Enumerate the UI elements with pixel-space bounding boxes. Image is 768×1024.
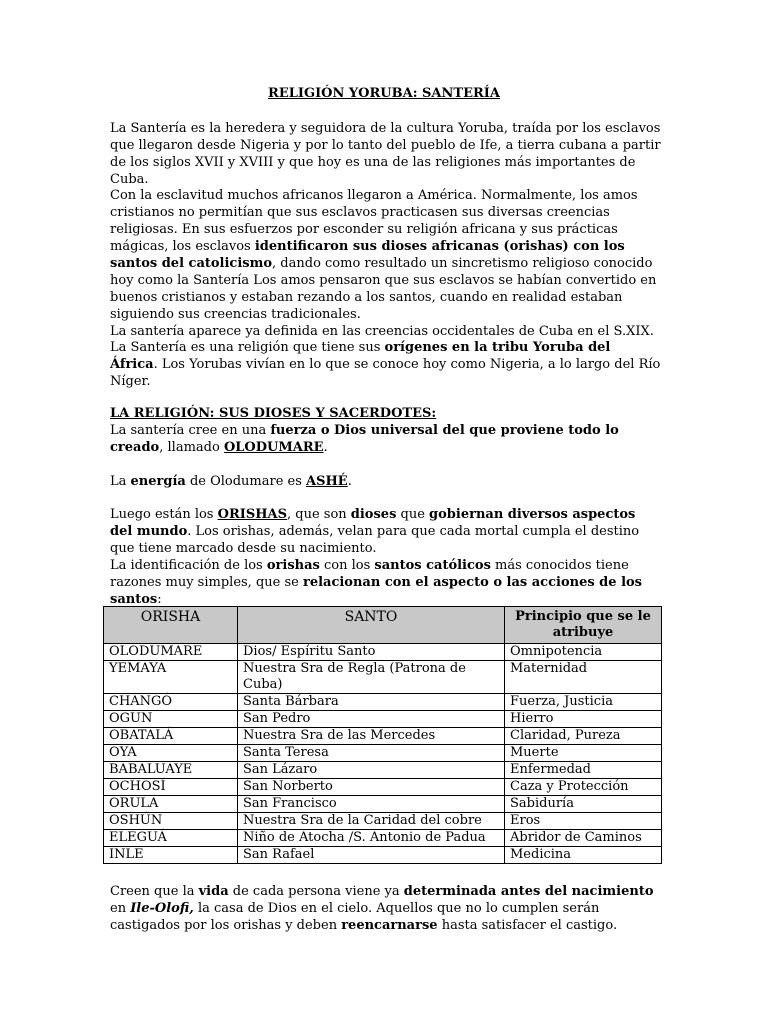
cell-principio: Caza y Protección bbox=[505, 779, 662, 796]
cell-orisha: YEMAYA bbox=[104, 661, 238, 694]
cell-orisha: OGUN bbox=[104, 711, 238, 728]
cell-orisha: OBATALÁ bbox=[104, 728, 238, 745]
text-span: en bbox=[110, 901, 131, 916]
text-span: hasta satisfacer el castigo. bbox=[437, 918, 618, 933]
cell-santo: Dios/ Espíritu Santo bbox=[238, 644, 505, 661]
bold-underlined-text: OLODUMARE bbox=[223, 440, 324, 455]
cell-santo: San Lázaro bbox=[238, 762, 505, 779]
table-row bbox=[104, 711, 662, 728]
cell-santo: Nuestra Sra de las Mercedes bbox=[238, 728, 505, 745]
table-body bbox=[104, 644, 662, 864]
header-orisha: ORISHA bbox=[104, 607, 238, 644]
section-heading: LA RELIGIÓN: SUS DIOSES Y SACERDOTES: bbox=[110, 406, 437, 421]
text-span: de cada persona viene ya bbox=[228, 884, 404, 899]
text-span: La santería aparece ya definida en las creencias occidentales de Cuba en el S.XIX. bbox=[110, 324, 654, 339]
cell-principio: Abridor de Caminos bbox=[505, 830, 662, 847]
text-span: . bbox=[323, 440, 328, 455]
text-span: La bbox=[110, 474, 131, 489]
table-row bbox=[104, 830, 662, 847]
text-span: La santería cree en una bbox=[110, 423, 271, 438]
olodumare-paragraph bbox=[110, 422, 662, 456]
bold-text: orígenes en la tribu Yoruba del África bbox=[110, 340, 611, 372]
table-row bbox=[104, 644, 662, 661]
text-span: , dando como resultado un sincretismo religioso conocido hoy como la Santería Los amos pensaron que sus esclavos se habían convertido en buenos cristianos y estaban rezando a los santos, cuando en realidad estaban siguiendo sus creencias tradicionales. bbox=[110, 256, 657, 322]
table-row bbox=[104, 661, 662, 694]
cell-orisha: ORULA bbox=[104, 796, 238, 813]
table-header-row bbox=[104, 607, 662, 644]
table-row bbox=[104, 779, 662, 796]
cell-orisha: CHANGÓ bbox=[104, 694, 238, 711]
header-santo: SANTO bbox=[238, 607, 505, 644]
bold-text: determinada antes del nacimiento bbox=[403, 884, 654, 899]
bold-text: orishas bbox=[266, 558, 320, 573]
cell-santo: San Pedro bbox=[238, 711, 505, 728]
text-span: La identificación de los bbox=[110, 558, 267, 573]
text-span: , que son bbox=[286, 507, 351, 522]
text-span: Luego están los bbox=[110, 507, 218, 522]
cell-orisha: OSHÚN bbox=[104, 813, 238, 830]
cell-principio: Sabiduría bbox=[505, 796, 662, 813]
cell-orisha: OYA bbox=[104, 745, 238, 762]
cell-principio: Muerte bbox=[505, 745, 662, 762]
text-span: más conocidos tiene razones muy simples, que se bbox=[110, 558, 629, 590]
text-span: que bbox=[396, 507, 430, 522]
cell-principio: Eros bbox=[505, 813, 662, 830]
cell-orisha: OLODUMARE bbox=[104, 644, 238, 661]
header-principio: Principio que se le atribuye bbox=[505, 607, 662, 644]
text-span: de Olodumare es bbox=[185, 474, 307, 489]
table-row bbox=[104, 847, 662, 864]
table-row bbox=[104, 762, 662, 779]
bold-text: reencarnarse bbox=[341, 918, 438, 933]
table-row bbox=[104, 694, 662, 711]
bold-text: gobiernan diversos aspectos del mundo bbox=[110, 507, 636, 539]
cell-orisha: INLE bbox=[104, 847, 238, 864]
text-span: la casa de Dios en el cielo. Aquellos que no lo cumplen serán castigados por los orishas y deben bbox=[110, 901, 600, 933]
bold-text: vida bbox=[198, 884, 229, 899]
cell-principio: Fuerza, Justicia bbox=[505, 694, 662, 711]
bold-text: energía bbox=[130, 474, 186, 489]
bold-text: fuerza o Dios universal del que proviene todo lo creado bbox=[110, 423, 619, 455]
cell-principio: Omnipotencia bbox=[505, 644, 662, 661]
bold-text: relacionan con el aspecto o las acciones de los santos bbox=[110, 575, 642, 607]
intro-paragraph: La Santería es la heredera y seguidora de la cultura Yoruba, traída por los esclavos que llegaron desde Nigeria y por lo tanto del pueblo de Ife, a tierra cubana a partir de los siglos XVII y XVIII y que hoy es una de las religiones más importantes de Cuba. bbox=[110, 121, 661, 187]
slavery-paragraph bbox=[110, 187, 662, 340]
cell-santo: Nuestra Sra de la Caridad del cobre bbox=[238, 813, 505, 830]
cell-santo: Santa Teresa bbox=[238, 745, 505, 762]
text-span: Con la esclavitud muchos africanos llegaron a América. Normalmente, los amos cristianos no permitían que sus esclavos practicasen sus diversas creencias religiosas. En sus esfuerzos por esconder su religión africana y sus prácticas mágicas, los esclavos bbox=[110, 188, 638, 254]
destiny-paragraph bbox=[110, 883, 662, 934]
text-span: : bbox=[157, 592, 162, 607]
bold-text: dioses bbox=[350, 507, 397, 522]
cell-santo: San Rafael bbox=[238, 847, 505, 864]
orishas-paragraph bbox=[110, 506, 662, 608]
cell-principio: Claridad, Pureza bbox=[505, 728, 662, 745]
bold-text: santos católicos bbox=[374, 558, 491, 573]
cell-santo: Nuestra Sra de Regla (Patrona de Cuba) bbox=[238, 661, 505, 694]
cell-principio: Maternidad bbox=[505, 661, 662, 694]
table-row bbox=[104, 813, 662, 830]
text-span: Creen que la bbox=[110, 884, 199, 899]
text-span: , llamado bbox=[159, 440, 224, 455]
bold-underlined-text: ORISHAS bbox=[217, 507, 287, 522]
cell-santo: San Norberto bbox=[238, 779, 505, 796]
text-span: . Los orishas, además, velan para que cada mortal cumpla el destino que tiene marcado desde su nacimiento. bbox=[110, 524, 640, 556]
cell-santo: San Francisco bbox=[238, 796, 505, 813]
ashe-paragraph bbox=[110, 473, 662, 490]
table-row bbox=[104, 796, 662, 813]
bold-text: identificaron sus dioses africanas (orishas) con los santos del catolicismo bbox=[110, 239, 625, 271]
bold-underlined-text: ASHÉ bbox=[306, 474, 348, 489]
cell-santo: Niño de Atocha /S. Antonio de Padua bbox=[238, 830, 505, 847]
origins-paragraph bbox=[110, 339, 662, 390]
text-span: La Santería es una religión que tiene sus bbox=[110, 340, 385, 355]
cell-principio: Medicina bbox=[505, 847, 662, 864]
table-row bbox=[104, 745, 662, 762]
text-span: . Los Yorubas vivían en lo que se conoce hoy como Nigeria, a lo largo del Río Níger. bbox=[110, 357, 661, 389]
document-title: RELIGIÓN YORUBA: SANTERÍA bbox=[268, 86, 500, 101]
cell-principio: Hierro bbox=[505, 711, 662, 728]
bold-italic-text: Ile-Olofi, bbox=[130, 901, 194, 916]
table-row bbox=[104, 728, 662, 745]
text-span: . bbox=[347, 474, 352, 489]
cell-orisha: BABALUAYE bbox=[104, 762, 238, 779]
cell-orisha: ELEGUÁ bbox=[104, 830, 238, 847]
orisha-table bbox=[103, 606, 662, 864]
cell-orisha: OCHOSÍ bbox=[104, 779, 238, 796]
cell-principio: Enfermedad bbox=[505, 762, 662, 779]
text-span: con los bbox=[319, 558, 375, 573]
cell-santo: Santa Bárbara bbox=[238, 694, 505, 711]
